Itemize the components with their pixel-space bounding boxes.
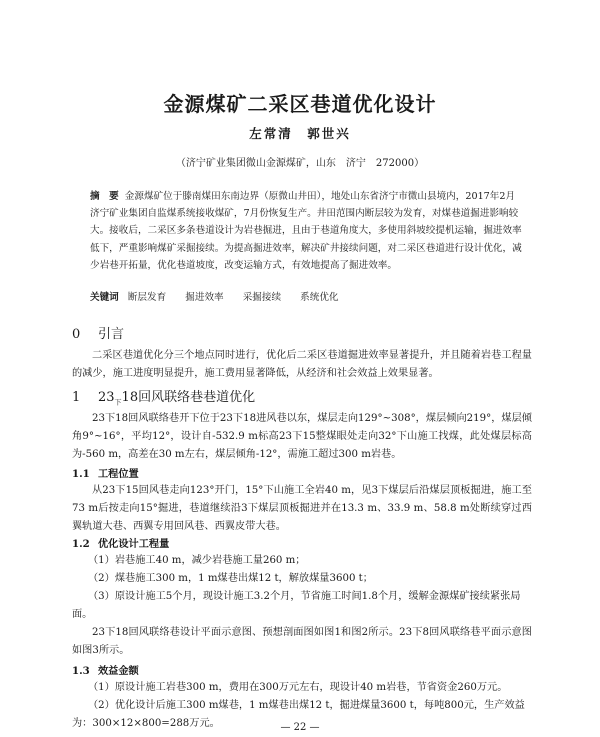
paragraph: 23下18回风联络巷设计平面示意图、预想剖面图如图1和图2所示。23下8回风联络巷平面示意图如图3所示。 xyxy=(72,627,532,656)
subsection-number: 1.2 xyxy=(72,538,90,550)
section-0-heading xyxy=(72,323,124,342)
list-item: （3）原设计施工5个月，现设计施工3.2个月，节省施工时间1.8个月，缓解金源煤矿接续紧张局面。 xyxy=(72,591,521,620)
subsection-title: 工程位置 xyxy=(98,468,139,480)
paragraph: 从23下15回风巷走向123°开门，15°下山施工全岩40 m，见3下煤层后沿煤层顶板掘进，施工至73 m后按走向15°掘进，巷道继续沿3下煤层顶板掘进并在13.3 m、33.9 m、58.8 m处断续穿过西翼轨道大巷、西翼专用回风巷、西翼皮带大巷。 xyxy=(72,485,532,532)
subsection-number: 1.1 xyxy=(72,468,90,480)
keyword: 掘进效率 xyxy=(185,292,224,303)
keywords xyxy=(90,289,530,303)
section-1-body xyxy=(72,410,532,464)
paragraph: 二采区巷道优化分三个地点同时进行，优化后二采区巷道掘进效率显著提升，并且随着岩巷工程量的减少，施工进度明显提升，施工费用显著降低，从经济和社会效益上效果显著。 xyxy=(72,350,532,379)
figure-reference xyxy=(72,624,532,660)
subsection-1-2-heading xyxy=(72,535,169,550)
subsection-number: 1.3 xyxy=(72,665,90,677)
list-item: （1）岩巷施工40 m，减少岩巷施工量260 m； xyxy=(88,555,306,566)
subsection-title: 效益金额 xyxy=(98,665,139,677)
subsection-1-1-body xyxy=(72,482,532,536)
section-title-subscript: 下 xyxy=(114,398,122,407)
subsection-title: 优化设计工程量 xyxy=(98,538,170,550)
list-item: （2）煤巷施工300 m，1 m煤巷出煤12 t，解放煤量3600 t； xyxy=(88,573,373,584)
paper-title: 金源煤矿二采区巷道优化设计 xyxy=(163,92,437,116)
list-item: （1）原设计施工岩巷300 m，费用在300万元左右，现设计40 m岩巷，节省资金260万元。 xyxy=(88,682,508,693)
abstract xyxy=(90,188,522,274)
section-number: 1 xyxy=(72,390,81,405)
page-number: — 22 — xyxy=(280,722,320,733)
subsection-1-3-heading xyxy=(72,662,139,677)
authors: 左常清 郭世兴 xyxy=(249,126,351,141)
keyword: 采掘接续 xyxy=(242,292,282,303)
keywords-label: 关键词 xyxy=(90,292,119,303)
section-title: 引言 xyxy=(98,327,125,342)
keyword: 系统优化 xyxy=(300,292,339,303)
section-title-prefix: 23 xyxy=(98,390,115,405)
section-0-body xyxy=(72,347,532,383)
section-title-rest: 18回风联络巷巷道优化 xyxy=(121,390,256,405)
paragraph: 23下18回风联络巷开下位于23下18进风巷以东，煤层走向129°~308°，煤层倾向219°，煤层倾角9°~16°，平均12°，设计自-532.9 m标高23下15整煤眼处走向32°下山施工找煤，此处煤层标高为-560 m，高差在30 m左右，煤层倾角-12°，需施工超过300 m岩巷。 xyxy=(72,413,532,460)
list-item: （2）优化设计后施工300 m煤巷，1 m煤巷出煤12 t，掘进煤量3600 t，每吨800元，生产效益为：300×12×800=288万元。 xyxy=(72,700,525,729)
abstract-text: 金源煤矿位于滕南煤田东南边界（原微山井田），地处山东省济宁市微山县境内，2017年2月济宁矿业集团自监煤系统接收煤矿，7月份恢复生产。井田范围内断层较为发育，对煤巷道掘进影响较大。接收后，二采区多条巷道设计为岩巷掘进，且由于巷道角度大，多使用斜坡绞提机运输，掘进效率低下，严重影响煤矿采掘接续。为提高掘进效率，解决矿井接续问题，对二采区巷道进行设计优化，减少岩巷开拓量，优化巷道坡度，改变运输方式，有效地提高了掘进效率。 xyxy=(90,191,522,271)
subsection-1-1-heading xyxy=(72,465,139,480)
keyword: 断层发育 xyxy=(127,292,167,303)
section-number: 0 xyxy=(72,327,81,342)
abstract-label: 摘 要 xyxy=(90,191,119,202)
affiliation: （济宁矿业集团微山金源煤矿，山东 济宁 272000） xyxy=(175,158,425,169)
section-1-heading xyxy=(72,386,255,408)
